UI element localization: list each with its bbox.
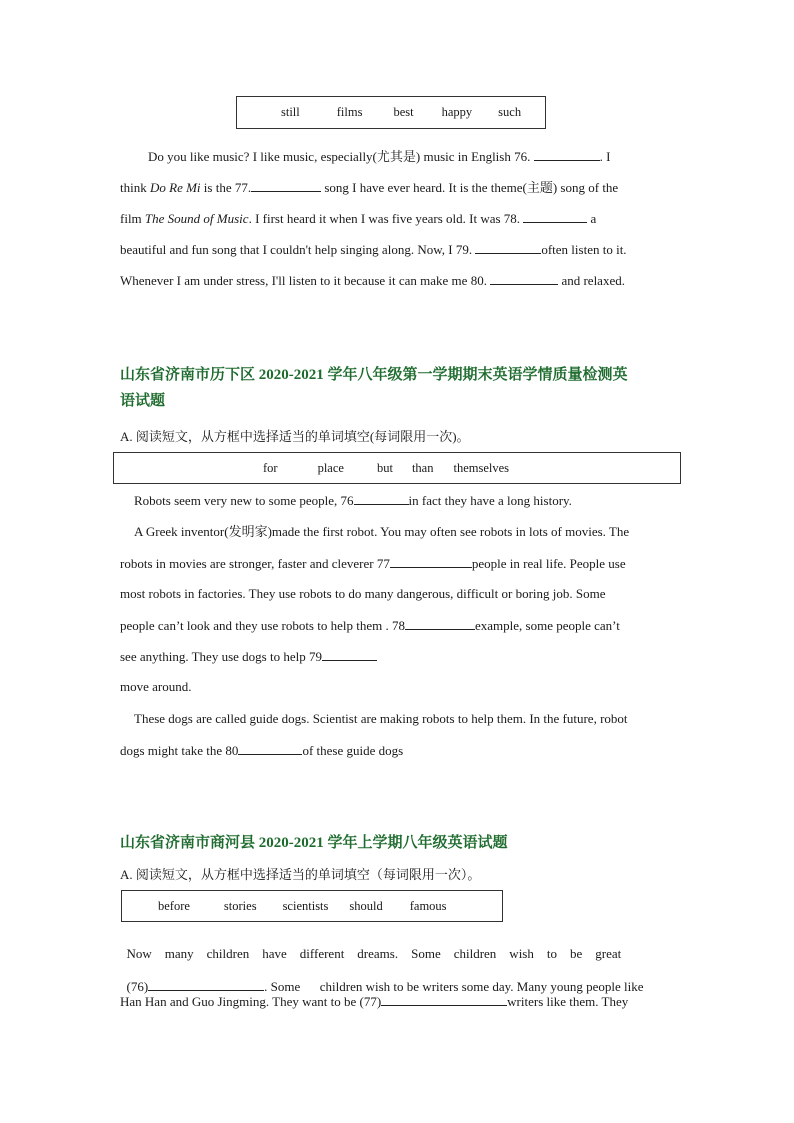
answer-blank[interactable] (322, 648, 377, 661)
word-box-item: scientists (282, 898, 329, 913)
word-box-item: but (376, 460, 393, 475)
passage-line: move around. (120, 679, 192, 694)
passage-line: people can’t look and they use robots to help them . 78 example, some people can’t (120, 618, 620, 633)
passage-line: Han Han and Guo Jingming. They want to be (77) writers like them. They (120, 994, 629, 1009)
section-heading: 山东省济南市商河县 2020-2021 学年上学期八年级英语试题 (120, 835, 508, 851)
passage-line: think Do Re Mi is the 77. song I have ever heard. It is the theme(主题) song of the (120, 180, 619, 195)
passage-line: Whenever I am under stress, I'll listen to it because it can make me 80. and relaxed. (120, 273, 625, 288)
word-box-item: than (411, 460, 434, 475)
word-box-item: films (336, 105, 363, 119)
word-box-item: famous (409, 898, 447, 913)
passage-line: Robots seem very new to some people, 76 in fact they have a long history. (134, 493, 572, 508)
word-box-item: should (349, 898, 383, 913)
passage-line: Now many children have different dreams. Some children wish to be great (126, 946, 622, 961)
answer-blank[interactable] (251, 179, 321, 192)
passage-line: see anything. They use dogs to help 79 (120, 648, 675, 665)
instruction: A. 阅读短文，从方框中选择适当的单词填空（每词限用一次）。 (120, 867, 481, 882)
word-box-item: such (498, 105, 522, 119)
passage-line: (76) . Some children wish to be writers some day. Many young people like (126, 979, 644, 994)
answer-blank[interactable] (490, 272, 558, 285)
word-box-item: stories (223, 898, 257, 913)
passage-line: These dogs are called guide dogs. Scientist are making robots to help them. In the future, robot (134, 711, 628, 726)
answer-blank[interactable] (475, 241, 541, 254)
passage-line: robots in movies are stronger, faster and cleverer 77 people in real life. People use (120, 556, 626, 571)
answer-blank[interactable] (381, 993, 507, 1006)
section-heading: 山东省济南市历下区 2020-2021 学年八年级第一学期期末英语学情质量检测英 语试题 (120, 367, 628, 409)
word-box-item: best (393, 105, 414, 119)
word-box-item: for (263, 460, 278, 475)
passage-line: dogs might take the 80 of these guide dogs (120, 743, 404, 758)
answer-blank[interactable] (354, 492, 409, 505)
passage-line: film The Sound of Music. I first heard it when I was five years old. It was 78. a (120, 211, 597, 226)
word-box-2 (113, 452, 681, 484)
answer-blank[interactable] (534, 148, 600, 161)
word-box-1 (236, 96, 546, 129)
answer-blank[interactable] (390, 555, 472, 568)
instruction: A. 阅读短文，从方框中选择适当的单词填空(每词限用一次)。 (120, 429, 470, 444)
word-box-3 (121, 890, 503, 922)
passage-line: beautiful and fun song that I couldn't help singing along. Now, I 79. often listen to it. (120, 242, 627, 257)
passage-line: Do you like music? I like music, especially(尤其是) music in English 76. . I (148, 149, 611, 164)
passage-line: A Greek inventor(发明家)made the first robot. You may often see robots in lots of movies. The (134, 524, 630, 539)
passage-line: most robots in factories. They use robots to do many dangerous, difficult or boring job. Some (120, 586, 606, 601)
word-box-item: before (158, 898, 190, 913)
word-box-item: themselves (453, 460, 510, 475)
word-box-item: still (281, 105, 300, 119)
word-box-item: happy (441, 105, 473, 119)
answer-blank[interactable] (238, 742, 302, 755)
answer-blank[interactable] (148, 978, 264, 991)
word-box-item: place (317, 460, 344, 475)
answer-blank[interactable] (405, 617, 475, 630)
answer-blank[interactable] (523, 210, 587, 223)
